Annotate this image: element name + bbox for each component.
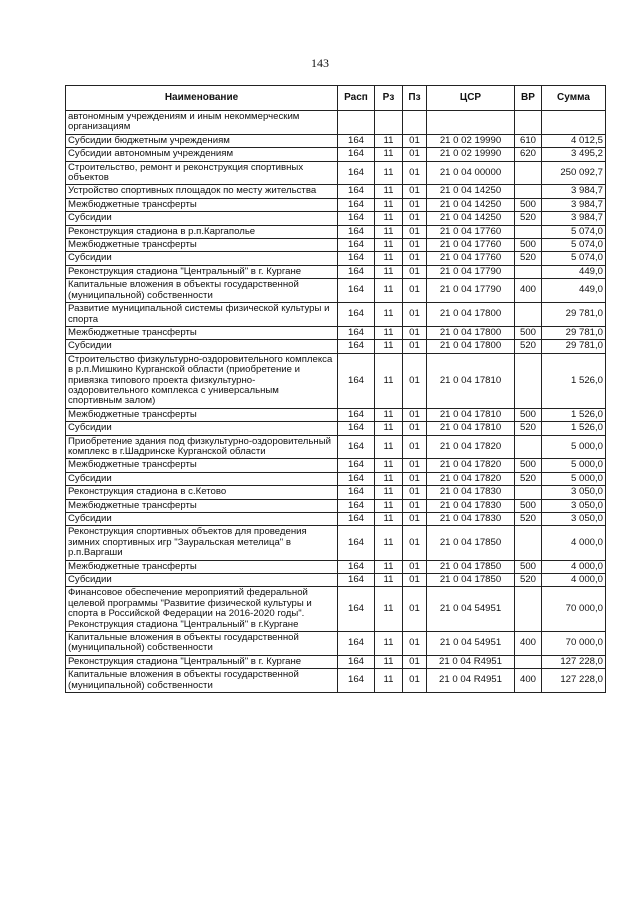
cell-rasp: 164 — [338, 198, 375, 211]
cell-rz: 11 — [375, 326, 403, 339]
cell-name: Реконструкция стадиона в с.Кетово — [66, 486, 338, 499]
cell-vr: 400 — [515, 279, 542, 303]
cell-csr: 21 0 04 17760 — [427, 252, 515, 265]
cell-sum — [542, 111, 606, 135]
table-header-row — [66, 86, 606, 111]
cell-pz: 01 — [403, 632, 427, 656]
cell-rasp: 164 — [338, 353, 375, 408]
cell-vr: 610 — [515, 134, 542, 147]
cell-rz: 11 — [375, 134, 403, 147]
table-row — [66, 252, 606, 265]
cell-pz: 01 — [403, 526, 427, 560]
table-row — [66, 499, 606, 512]
table-row — [66, 408, 606, 421]
cell-sum: 70 000,0 — [542, 632, 606, 656]
table-row — [66, 587, 606, 632]
cell-rasp: 164 — [338, 422, 375, 435]
cell-name: Межбюджетные трансферты — [66, 560, 338, 573]
cell-sum: 127 228,0 — [542, 655, 606, 668]
cell-pz: 01 — [403, 185, 427, 198]
cell-pz: 01 — [403, 279, 427, 303]
cell-pz: 01 — [403, 513, 427, 526]
cell-csr: 21 0 04 17800 — [427, 303, 515, 327]
cell-vr: 520 — [515, 212, 542, 225]
cell-rz: 11 — [375, 435, 403, 459]
cell-pz: 01 — [403, 326, 427, 339]
cell-sum: 4 000,0 — [542, 526, 606, 560]
cell-rasp: 164 — [338, 486, 375, 499]
cell-name: Финансовое обеспечение мероприятий федеральной целевой программы "Развитие физической культуры и спорта в Российской Федерации на 2016-2020 годы". Реконструкция стадиона "Центральный" в г.Кургане — [66, 587, 338, 632]
cell-pz — [403, 111, 427, 135]
cell-csr: 21 0 04 17820 — [427, 459, 515, 472]
cell-name: Межбюджетные трансферты — [66, 408, 338, 421]
cell-rasp: 164 — [338, 499, 375, 512]
header-rz: Рз — [375, 86, 403, 111]
table-row — [66, 134, 606, 147]
cell-rasp: 164 — [338, 212, 375, 225]
cell-vr: 500 — [515, 560, 542, 573]
cell-rz: 11 — [375, 526, 403, 560]
cell-rz: 11 — [375, 486, 403, 499]
cell-rasp: 164 — [338, 279, 375, 303]
cell-rasp: 164 — [338, 326, 375, 339]
cell-sum: 5 074,0 — [542, 252, 606, 265]
cell-pz: 01 — [403, 353, 427, 408]
cell-rz: 11 — [375, 513, 403, 526]
cell-sum: 5 074,0 — [542, 239, 606, 252]
cell-name: Строительство физкультурно-оздоровительного комплекса в р.п.Мишкино Курганской области (приобретение и привязка типового проекта физкультурно-оздоровительного комплекса с универсальным спортивным залом) — [66, 353, 338, 408]
cell-name: Реконструкция стадиона "Центральный" в г. Кургане — [66, 655, 338, 668]
cell-pz: 01 — [403, 560, 427, 573]
table-row — [66, 472, 606, 485]
cell-sum: 5 000,0 — [542, 435, 606, 459]
cell-vr: 500 — [515, 326, 542, 339]
cell-pz: 01 — [403, 134, 427, 147]
table-row — [66, 422, 606, 435]
cell-csr: 21 0 04 17830 — [427, 499, 515, 512]
cell-vr — [515, 111, 542, 135]
table-row — [66, 185, 606, 198]
cell-csr: 21 0 02 19990 — [427, 134, 515, 147]
cell-csr: 21 0 04 17830 — [427, 486, 515, 499]
cell-rasp: 164 — [338, 472, 375, 485]
cell-vr: 520 — [515, 472, 542, 485]
cell-name: Устройство спортивных площадок по месту жительства — [66, 185, 338, 198]
cell-name: Субсидии — [66, 422, 338, 435]
cell-vr — [515, 435, 542, 459]
cell-rz: 11 — [375, 161, 403, 185]
table-row — [66, 340, 606, 353]
cell-csr — [427, 111, 515, 135]
cell-name: Реконструкция стадиона в р.п.Каргаполье — [66, 225, 338, 238]
cell-vr — [515, 265, 542, 278]
cell-rz: 11 — [375, 212, 403, 225]
cell-rz: 11 — [375, 587, 403, 632]
cell-csr: 21 0 04 14250 — [427, 185, 515, 198]
cell-rz: 11 — [375, 632, 403, 656]
cell-csr: 21 0 04 14250 — [427, 198, 515, 211]
cell-rasp: 164 — [338, 252, 375, 265]
cell-csr: 21 0 04 17810 — [427, 422, 515, 435]
cell-sum: 5 074,0 — [542, 225, 606, 238]
cell-vr: 500 — [515, 239, 542, 252]
cell-rz: 11 — [375, 265, 403, 278]
cell-sum: 3 984,7 — [542, 198, 606, 211]
cell-rz: 11 — [375, 239, 403, 252]
cell-name: Межбюджетные трансферты — [66, 459, 338, 472]
cell-rasp: 164 — [338, 265, 375, 278]
cell-vr: 520 — [515, 422, 542, 435]
cell-name: Субсидии — [66, 212, 338, 225]
cell-rasp: 164 — [338, 655, 375, 668]
cell-vr — [515, 587, 542, 632]
header-vr: ВР — [515, 86, 542, 111]
cell-name: Субсидии бюджетным учреждениям — [66, 134, 338, 147]
cell-name: Приобретение здания под физкультурно-оздоровительный комплекс в г.Шадринске Курганской области — [66, 435, 338, 459]
cell-pz: 01 — [403, 486, 427, 499]
header-rasp: Расп — [338, 86, 375, 111]
cell-rasp: 164 — [338, 669, 375, 693]
cell-csr: 21 0 04 17850 — [427, 526, 515, 560]
cell-vr: 400 — [515, 669, 542, 693]
cell-rz: 11 — [375, 185, 403, 198]
cell-pz: 01 — [403, 669, 427, 693]
cell-csr: 21 0 04 14250 — [427, 212, 515, 225]
table-row — [66, 265, 606, 278]
cell-pz: 01 — [403, 265, 427, 278]
cell-sum: 29 781,0 — [542, 326, 606, 339]
cell-rz: 11 — [375, 303, 403, 327]
table-row — [66, 435, 606, 459]
cell-name: Субсидии автономным учреждениям — [66, 148, 338, 161]
cell-pz: 01 — [403, 422, 427, 435]
cell-name: Межбюджетные трансферты — [66, 499, 338, 512]
cell-sum: 127 228,0 — [542, 669, 606, 693]
cell-rz: 11 — [375, 422, 403, 435]
cell-vr — [515, 161, 542, 185]
cell-name: Реконструкция спортивных объектов для проведения зимних спортивных игр "Зауральская метелица" в р.п.Варгаши — [66, 526, 338, 560]
cell-vr — [515, 526, 542, 560]
cell-name: Капитальные вложения в объекты государственной (муниципальной) собственности — [66, 279, 338, 303]
cell-pz: 01 — [403, 587, 427, 632]
table-row — [66, 513, 606, 526]
cell-sum: 4 012,5 — [542, 134, 606, 147]
cell-rasp: 164 — [338, 632, 375, 656]
cell-vr — [515, 486, 542, 499]
cell-vr: 500 — [515, 198, 542, 211]
cell-sum: 3 984,7 — [542, 212, 606, 225]
cell-rasp: 164 — [338, 340, 375, 353]
budget-table — [65, 85, 606, 693]
header-sum: Сумма — [542, 86, 606, 111]
table-row — [66, 353, 606, 408]
cell-sum: 70 000,0 — [542, 587, 606, 632]
cell-csr: 21 0 04 R4951 — [427, 669, 515, 693]
cell-sum: 5 000,0 — [542, 472, 606, 485]
table-row — [66, 486, 606, 499]
cell-pz: 01 — [403, 472, 427, 485]
table-row — [66, 198, 606, 211]
table-row — [66, 148, 606, 161]
table-row — [66, 161, 606, 185]
cell-pz: 01 — [403, 435, 427, 459]
cell-rasp — [338, 111, 375, 135]
cell-sum: 4 000,0 — [542, 574, 606, 587]
cell-rasp: 164 — [338, 513, 375, 526]
cell-rasp: 164 — [338, 161, 375, 185]
cell-csr: 21 0 04 54951 — [427, 587, 515, 632]
table-row — [66, 632, 606, 656]
page-number: 143 — [311, 56, 329, 70]
cell-rasp: 164 — [338, 435, 375, 459]
table-row — [66, 526, 606, 560]
table-row — [66, 669, 606, 693]
cell-rz: 11 — [375, 472, 403, 485]
cell-vr: 500 — [515, 459, 542, 472]
cell-name: Капитальные вложения в объекты государственной (муниципальной) собственности — [66, 669, 338, 693]
cell-vr: 500 — [515, 499, 542, 512]
cell-csr: 21 0 04 17810 — [427, 353, 515, 408]
cell-sum: 5 000,0 — [542, 459, 606, 472]
cell-sum: 29 781,0 — [542, 340, 606, 353]
cell-rasp: 164 — [338, 303, 375, 327]
cell-rz: 11 — [375, 560, 403, 573]
cell-rz: 11 — [375, 459, 403, 472]
cell-sum: 449,0 — [542, 265, 606, 278]
cell-vr: 520 — [515, 513, 542, 526]
cell-pz: 01 — [403, 212, 427, 225]
cell-csr: 21 0 04 00000 — [427, 161, 515, 185]
cell-rasp: 164 — [338, 134, 375, 147]
cell-rz: 11 — [375, 225, 403, 238]
cell-name: Реконструкция стадиона "Центральный" в г. Кургане — [66, 265, 338, 278]
cell-name: автономным учреждениям и иным некоммерческим организациям — [66, 111, 338, 135]
table-row — [66, 574, 606, 587]
cell-csr: 21 0 04 17790 — [427, 265, 515, 278]
cell-rz: 11 — [375, 279, 403, 303]
cell-csr: 21 0 04 17800 — [427, 326, 515, 339]
cell-csr: 21 0 04 R4951 — [427, 655, 515, 668]
cell-csr: 21 0 04 54951 — [427, 632, 515, 656]
cell-rz: 11 — [375, 252, 403, 265]
cell-rz: 11 — [375, 655, 403, 668]
cell-pz: 01 — [403, 148, 427, 161]
table-row — [66, 326, 606, 339]
cell-vr — [515, 185, 542, 198]
cell-csr: 21 0 04 17790 — [427, 279, 515, 303]
cell-rasp: 164 — [338, 239, 375, 252]
cell-csr: 21 0 02 19990 — [427, 148, 515, 161]
cell-vr — [515, 303, 542, 327]
table-row — [66, 303, 606, 327]
cell-rasp: 164 — [338, 225, 375, 238]
cell-pz: 01 — [403, 225, 427, 238]
cell-rasp: 164 — [338, 587, 375, 632]
cell-rz: 11 — [375, 198, 403, 211]
header-csr: ЦСР — [427, 86, 515, 111]
cell-pz: 01 — [403, 239, 427, 252]
cell-sum: 1 526,0 — [542, 422, 606, 435]
cell-sum: 3 050,0 — [542, 486, 606, 499]
cell-csr: 21 0 04 17800 — [427, 340, 515, 353]
cell-rz: 11 — [375, 574, 403, 587]
cell-vr — [515, 225, 542, 238]
cell-sum: 3 050,0 — [542, 513, 606, 526]
cell-pz: 01 — [403, 408, 427, 421]
cell-pz: 01 — [403, 252, 427, 265]
cell-sum: 1 526,0 — [542, 408, 606, 421]
cell-csr: 21 0 04 17850 — [427, 560, 515, 573]
table-row — [66, 111, 606, 135]
cell-rz: 11 — [375, 353, 403, 408]
cell-sum: 3 495,2 — [542, 148, 606, 161]
cell-sum: 29 781,0 — [542, 303, 606, 327]
cell-rz: 11 — [375, 669, 403, 693]
cell-name: Субсидии — [66, 574, 338, 587]
cell-rasp: 164 — [338, 574, 375, 587]
cell-name: Межбюджетные трансферты — [66, 326, 338, 339]
cell-sum: 3 984,7 — [542, 185, 606, 198]
cell-rasp: 164 — [338, 526, 375, 560]
cell-vr: 520 — [515, 574, 542, 587]
table-row — [66, 279, 606, 303]
cell-name: Капитальные вложения в объекты государственной (муниципальной) собственности — [66, 632, 338, 656]
cell-rasp: 164 — [338, 148, 375, 161]
cell-vr — [515, 353, 542, 408]
cell-vr: 520 — [515, 340, 542, 353]
cell-name: Межбюджетные трансферты — [66, 198, 338, 211]
cell-vr — [515, 655, 542, 668]
cell-sum: 449,0 — [542, 279, 606, 303]
cell-name: Субсидии — [66, 472, 338, 485]
table-row — [66, 225, 606, 238]
cell-csr: 21 0 04 17810 — [427, 408, 515, 421]
cell-rz: 11 — [375, 408, 403, 421]
cell-name: Межбюджетные трансферты — [66, 239, 338, 252]
cell-pz: 01 — [403, 574, 427, 587]
header-name: Наименование — [66, 86, 338, 111]
cell-sum: 4 000,0 — [542, 560, 606, 573]
cell-csr: 21 0 04 17830 — [427, 513, 515, 526]
cell-vr: 500 — [515, 408, 542, 421]
cell-rasp: 164 — [338, 408, 375, 421]
cell-csr: 21 0 04 17760 — [427, 225, 515, 238]
table-body — [66, 111, 606, 693]
cell-name: Субсидии — [66, 252, 338, 265]
table-row — [66, 459, 606, 472]
cell-pz: 01 — [403, 459, 427, 472]
cell-pz: 01 — [403, 499, 427, 512]
cell-name: Субсидии — [66, 340, 338, 353]
cell-rz — [375, 111, 403, 135]
cell-sum: 3 050,0 — [542, 499, 606, 512]
cell-csr: 21 0 04 17850 — [427, 574, 515, 587]
cell-rz: 11 — [375, 499, 403, 512]
cell-csr: 21 0 04 17760 — [427, 239, 515, 252]
cell-name: Развитие муниципальной системы физической культуры и спорта — [66, 303, 338, 327]
table-row — [66, 560, 606, 573]
table-row — [66, 239, 606, 252]
cell-vr: 520 — [515, 252, 542, 265]
cell-rasp: 164 — [338, 185, 375, 198]
cell-name: Субсидии — [66, 513, 338, 526]
cell-vr: 620 — [515, 148, 542, 161]
table-row — [66, 655, 606, 668]
cell-csr: 21 0 04 17820 — [427, 435, 515, 459]
cell-pz: 01 — [403, 198, 427, 211]
cell-name: Строительство, ремонт и реконструкция спортивных объектов — [66, 161, 338, 185]
cell-rasp: 164 — [338, 560, 375, 573]
cell-pz: 01 — [403, 655, 427, 668]
cell-sum: 250 092,7 — [542, 161, 606, 185]
cell-rz: 11 — [375, 148, 403, 161]
cell-pz: 01 — [403, 303, 427, 327]
cell-csr: 21 0 04 17820 — [427, 472, 515, 485]
cell-rz: 11 — [375, 340, 403, 353]
cell-pz: 01 — [403, 340, 427, 353]
cell-rasp: 164 — [338, 459, 375, 472]
cell-pz: 01 — [403, 161, 427, 185]
cell-sum: 1 526,0 — [542, 353, 606, 408]
cell-vr: 400 — [515, 632, 542, 656]
table-row — [66, 212, 606, 225]
header-pz: Пз — [403, 86, 427, 111]
